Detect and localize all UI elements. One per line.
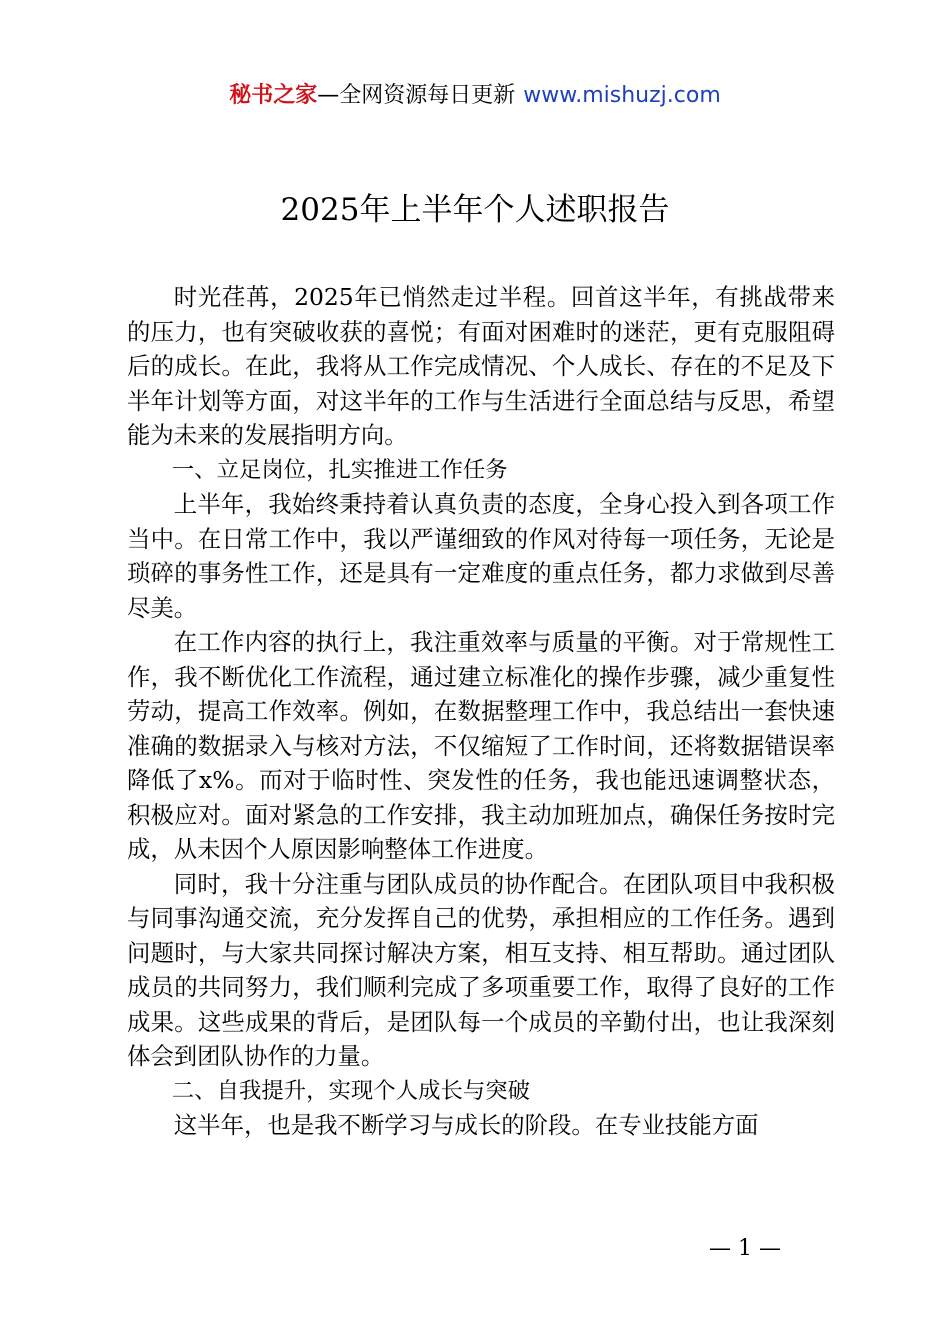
body-paragraph: 在工作内容的执行上，我注重效率与质量的平衡。对于常规性工作，我不断优化工作流程，通过建立标准化的操作步骤，减少重复性劳动，提高工作效率。例如，在数据整理工作中，我总结出一套快速准确的数据录入与核对方法，不仅缩短了工作时间，还将数据错误率降低了x%。而对于临时性、突发性的任务，我也能迅速调整状态，积极应对。面对紧急的工作安排，我主动加班加点，确保任务按时完成，从未因个人原因影响整体工作进度。 xyxy=(127,628,835,863)
page-number: — 1 — xyxy=(709,1236,781,1261)
intro-paragraph: 时光荏苒，2025年已悄然走过半程。回首这半年，有挑战带来的压力，也有突破收获的喜悦；有面对困难时的迷茫，更有克服阻碍后的成长。在此，我将从工作完成情况、个人成长、存在的不足及下半年计划等方面，对这半年的工作与生活进行全面总结与反思，希望能为未来的发展指明方向。 xyxy=(127,283,835,449)
body-paragraph: 同时，我十分注重与团队成员的协作配合。在团队项目中我积极与同事沟通交流，充分发挥自己的优势，承担相应的工作任务。遇到问题时，与大家共同探讨解决方案，相互支持、相互帮助。通过团队成员的共同努力，我们顺利完成了多项重要工作，取得了良好的工作成果。这些成果的背后，是团队每一个成员的辛勤付出，也让我深刻体会到团队协作的力量。 xyxy=(127,869,835,1070)
section-heading-2: 二、自我提升，实现个人成长与突破 xyxy=(171,1077,531,1104)
body-paragraph: 上半年，我始终秉持着认真负责的态度，全身心投入到各项工作当中。在日常工作中，我以严谨细致的作风对待每一项任务，无论是琐碎的事务性工作，还是具有一定难度的重点任务，都力求做到尽善尽美。 xyxy=(127,490,835,622)
document-title: 2025年上半年个人述职报告 xyxy=(280,192,670,228)
document-body xyxy=(127,280,835,1143)
body-paragraph: 这半年，也是我不断学习与成长的阶段。在专业技能方面 xyxy=(173,1111,759,1139)
site-name: 秘书之家 xyxy=(229,83,318,108)
site-header xyxy=(0,80,950,112)
header-dash: — xyxy=(317,83,340,108)
site-tagline: 全网资源每日更新 xyxy=(339,83,516,108)
section-heading-1: 一、立足岗位，扎实推进工作任务 xyxy=(171,456,508,483)
site-url-link[interactable]: www.mishuzj.com xyxy=(523,83,721,108)
